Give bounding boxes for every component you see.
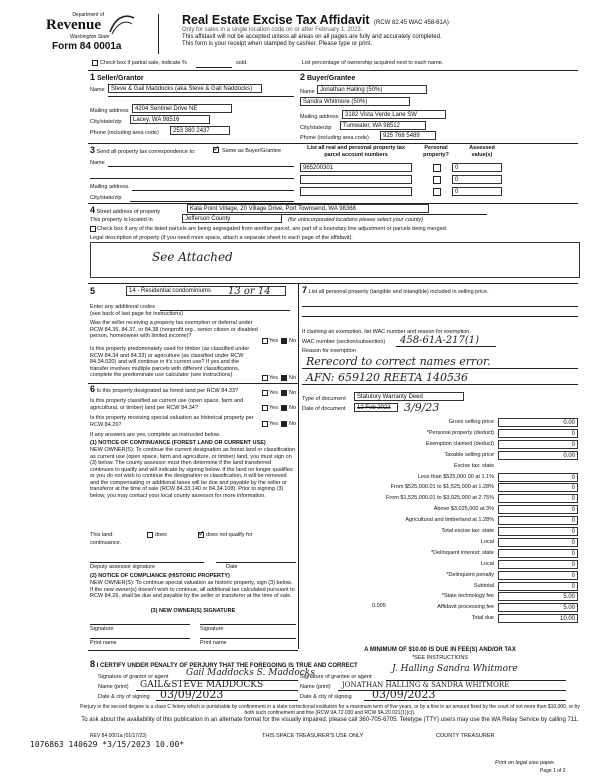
seller-city-label: City/state/zip bbox=[90, 119, 122, 125]
owner-sig-1-label: Signature bbox=[90, 626, 114, 632]
section2-num: 2 bbox=[300, 72, 306, 82]
title-ref: (RCW 82.45 WAC 458-61A) bbox=[374, 20, 449, 26]
buyer-phone-field[interactable]: 925 768 5489 bbox=[380, 131, 436, 140]
parcel-heading: List all real and personal property tax parcel account numbers bbox=[307, 145, 405, 158]
seller-name-field[interactable]: Steve & Gail Maddocks (aka Steve & Gail Naddocks) bbox=[108, 84, 262, 93]
tax-row-label: *State technology fee bbox=[441, 593, 494, 600]
list-percentage-note: List percentage of ownership acquired next to each name. bbox=[302, 60, 444, 66]
buyer-name-field-2[interactable]: Sandra Whitmore (50%) bbox=[300, 97, 410, 106]
form-number: Form 84 0001a bbox=[52, 41, 122, 52]
tax-row-value[interactable]: 0 bbox=[498, 560, 578, 569]
section5-num: 5 bbox=[90, 286, 96, 296]
assessed-field-3[interactable]: 0 bbox=[452, 187, 502, 196]
see-instructions-note: *SEE INSTRUCTIONS bbox=[412, 655, 468, 661]
same-as-buyer-label: Same as Buyer/Grantee bbox=[222, 148, 282, 154]
segregated-checkbox[interactable] bbox=[90, 226, 96, 232]
grantee-name-print: JONATHAN HALLING & SANDRA WHITMORE bbox=[342, 681, 510, 689]
partial-sale-label: Check box if partial sale, indicate % bbox=[100, 60, 187, 66]
tax-row-label: Exemption claimed (deduct) bbox=[425, 440, 494, 447]
tax-row-value[interactable]: 0 bbox=[498, 582, 578, 591]
tax-row-value[interactable]: 5.00 bbox=[498, 592, 578, 601]
continuance-label: continuance. bbox=[90, 540, 122, 546]
owner-print-2-label: Print name bbox=[200, 640, 227, 646]
notice1-text: NEW OWNER(S): To continue the current designation as forest land or classification as current use (open space, farm and agriculture, or timber) land, you must sign on (3) below. The county assessor must then determine if the land transferred continues to qualify and will indicate by signing below. If the land no longer qualifies or you do not wish to continue the designation or classification, it will be removed and the compensating or additional taxes will be due and payable by the seller or transferor at the time of sale (RCW 84.33.140 or 84.34.108). Prior to signing (3) below, you may contact your local county assessor for more information. bbox=[90, 447, 296, 499]
parcel-field-1[interactable]: 965200301 bbox=[300, 163, 412, 172]
s6-q1-yes-checkbox[interactable] bbox=[262, 390, 268, 396]
sold-label: sold. bbox=[236, 60, 248, 66]
recording-stamp: 1076863 140629 *3/15/2023 10.00* bbox=[30, 740, 185, 749]
tax-row-value[interactable]: 0 bbox=[498, 429, 578, 438]
q2-yes-label: Yes bbox=[269, 375, 278, 381]
tax-row-value[interactable]: 0.00 bbox=[498, 451, 578, 460]
grantor-date: 03/09/2023 bbox=[160, 688, 224, 701]
notice2-title: (2) NOTICE OF COMPLIANCE (HISTORIC PROPERTY) bbox=[90, 573, 230, 579]
buyer-name-label: Name bbox=[300, 89, 315, 95]
tax-row-value[interactable]: 0 bbox=[498, 473, 578, 482]
personal-checkbox-1[interactable] bbox=[433, 164, 441, 172]
q1-no-checkbox[interactable] bbox=[281, 338, 287, 344]
tax-row-label: Above $3,025,000 at 3% bbox=[433, 506, 494, 513]
section2-heading bbox=[300, 73, 355, 83]
section1-title: Seller/Grantor bbox=[96, 75, 144, 82]
revenue-wordmark: Revenue bbox=[46, 17, 101, 33]
s6-q1-no-label: No bbox=[289, 390, 297, 396]
q1-no-label: No bbox=[289, 338, 297, 344]
this-land-label: This land: bbox=[90, 532, 114, 538]
section2-title: Buyer/Grantee bbox=[306, 75, 356, 82]
s6-q2-yes-checkbox[interactable] bbox=[262, 405, 268, 411]
tax-row-label: Total excise tax: state bbox=[441, 528, 494, 534]
q2-yes-checkbox[interactable] bbox=[262, 375, 268, 381]
seller-address-field[interactable]: 4204 Sentinel Drive NE bbox=[132, 104, 232, 113]
state-line: Washington State bbox=[70, 34, 110, 40]
tax-row-label: Total due bbox=[471, 615, 494, 622]
street-address-field[interactable]: Kala Point Village, 20 Village Drive, Port Townsend, WA 98368 bbox=[187, 204, 429, 213]
section5-q2: Is this property predominately used for timber (as classified under RCW 84.34 and 84.33) or agriculture (as classified under RCW 84.34.020) and will continue in it's current use? If yes and the transfer involves multiple parcels with different classifications, complete the predominate use calculator (see instructions) bbox=[90, 346, 250, 378]
notice2-text: NEW OWNER(S): To continue special valuation as historic property, sign (3) below. If the new owner(s) doesn't wish to continue, all additional tax calculated pursuant to RCW 84.26, shall be due and payable by the seller or transferor at the time of sale. bbox=[90, 580, 295, 599]
does-checkbox[interactable] bbox=[147, 532, 153, 538]
personal-heading: Personal property? bbox=[423, 145, 449, 158]
assessed-field-1[interactable]: 0 bbox=[452, 163, 502, 172]
doc-type-label: Type of document bbox=[302, 396, 346, 402]
legal-description-handwritten: See Attached bbox=[152, 250, 233, 264]
segregated-label: Check box if any of the listed parcels are being segregated from another parcel, are part of a boundary line adjustment or parcels being merged. bbox=[97, 226, 448, 232]
revenue-logo bbox=[24, 12, 144, 54]
tax-row-label: Local bbox=[480, 538, 494, 545]
seller-phone-label: Phone (including area code) bbox=[90, 130, 159, 136]
located-label: This property is located in bbox=[90, 217, 153, 223]
buyer-city-field[interactable]: Tumwater, WA 98512 bbox=[340, 121, 426, 130]
buyer-address-field[interactable]: 3182 Vista Verde Lane SW bbox=[342, 110, 446, 119]
legal-paper-note: Print on legal size paper. bbox=[495, 760, 556, 766]
street-label-text: Street address of property bbox=[96, 209, 161, 215]
tax-row-value[interactable]: 0.00 bbox=[498, 418, 578, 427]
title-text: Real Estate Excise Tax Affidavit bbox=[182, 13, 370, 27]
parcel-field-3[interactable] bbox=[300, 187, 412, 196]
grantor-signature: Gail Maddocks S. Maddocks bbox=[186, 668, 315, 678]
s6-q3-yes-checkbox[interactable] bbox=[262, 421, 268, 427]
tax-row-label: *Delinquent penalty bbox=[446, 571, 494, 578]
tax-row-value[interactable]: 0 bbox=[498, 571, 578, 580]
doc-date-field[interactable]: 12 Feb 2023 bbox=[354, 403, 398, 412]
tax-row-value[interactable]: 0 bbox=[498, 483, 578, 492]
section7-num: 7 bbox=[302, 285, 308, 295]
county-select[interactable]: Jefferson County bbox=[182, 214, 282, 223]
grantee-name-label: Name (print) bbox=[300, 684, 331, 690]
reason-label: Reason for exemption bbox=[302, 348, 356, 354]
assessed-heading: Assessed value(s) bbox=[469, 145, 495, 158]
reason-handwritten-2: AFN: 659120 REETA 140536 bbox=[306, 371, 469, 384]
use-code-handwritten: 13 or 14 bbox=[228, 286, 271, 297]
tax-row-label: *Delinquent interest: state bbox=[431, 549, 494, 556]
page-number: Page 1 of 2 bbox=[540, 768, 566, 774]
seller-name-label: Name bbox=[90, 87, 105, 93]
personal-checkbox-2[interactable] bbox=[433, 176, 441, 184]
section3-city-label: City/state/zip bbox=[90, 195, 122, 201]
section3-text: Send all property tax correspondence to: bbox=[96, 149, 196, 155]
section6-q1-line bbox=[90, 386, 260, 395]
q2-no-checkbox[interactable] bbox=[281, 375, 287, 381]
s6-q2-no-label: No bbox=[289, 405, 297, 411]
grantor-date-label: Date & city of signing bbox=[98, 694, 150, 700]
tax-row-label: From $525,000.01 to $1,525,000 at 1.28% bbox=[390, 484, 494, 491]
tax-row-value[interactable]: 0 bbox=[498, 505, 578, 514]
section3-name-label: Name bbox=[90, 160, 105, 166]
does-not-checkmark-icon: ✓ bbox=[198, 529, 205, 538]
grantee-signature: J. Halling Sandra Whitmore bbox=[392, 664, 518, 674]
grantor-name-label: Name (print) bbox=[98, 684, 129, 690]
seller-city-field[interactable]: Lacey, WA 98516 bbox=[130, 115, 210, 124]
minimum-due-note: A MINIMUM OF $10.00 IS DUE IN FEE(S) AND/OR TAX bbox=[364, 647, 516, 653]
perjury-notice: Perjury in the second degree is a class C felony which is punishable by confinement in a state correctional institution for a maximum term of five years, or by a fine in an amount fixed by the court of not more than $10,000, or by both such confinement and fine (RCW 9A.72.030 and RCW 9A.20.021(1)(c)). bbox=[80, 704, 580, 716]
section1-heading bbox=[90, 73, 144, 83]
section6-num: 6 bbox=[90, 384, 96, 394]
notice1-title: (1) NOTICE OF CONTINUANCE (FOREST LAND OR CURRENT USE) bbox=[90, 440, 266, 446]
see-back-label: (see back of last page for instructions) bbox=[90, 311, 183, 317]
washington-flourish-icon bbox=[108, 12, 136, 36]
checkmark-icon: ✓ bbox=[213, 144, 220, 153]
does-label: does bbox=[155, 532, 167, 538]
unincorporated-note: (for unincorporated locations please select your county) bbox=[288, 217, 424, 223]
accessibility-notice: To ask about the availability of this publication in an alternate format for the visually impaired, please call 360-705-6705. Teletype (TTY) users may use the WA Relay Service by calling 711. bbox=[81, 717, 579, 723]
s6-q3-no-checkbox[interactable] bbox=[281, 421, 287, 427]
wac-label: WAC number (section/subsection) bbox=[302, 339, 386, 345]
tax-row-label: Subtotal bbox=[473, 582, 494, 589]
owner-print-1-label: Print name bbox=[90, 640, 117, 646]
doc-type-field[interactable]: Statutory Warranty Deed bbox=[354, 392, 464, 401]
exemption-label: If claiming an exemption, list WAC number and reason for exemption. bbox=[302, 329, 471, 335]
deputy-date-label: Date bbox=[226, 564, 238, 570]
section3-address-label: Mailing address bbox=[90, 184, 129, 190]
deputy-sig-label: Deputy assessor signature bbox=[90, 564, 156, 570]
section6-q3: Is this property receiving special valuation as historical property per RCW 84.26? bbox=[90, 415, 254, 428]
grantee-date: 03/09/2023 bbox=[372, 688, 436, 701]
subtitle-2: This affidavit will not be accepted unless all areas on all pages are fully and accurately completed. bbox=[182, 34, 442, 40]
subtitle-1: Only for sales in a single location code on or after February 1, 2023. bbox=[182, 27, 363, 33]
buyer-city-label: City/state/zip bbox=[300, 125, 332, 131]
q1-yes-checkbox[interactable] bbox=[262, 338, 268, 344]
local-rate: 0.005 bbox=[372, 603, 386, 609]
q2-no-label: No bbox=[289, 375, 297, 381]
tax-row-label: Less than $525,000.00 at 1.1% bbox=[417, 473, 494, 480]
section5-q1: Was the seller receiving a property tax exemption or deferral under RCW 84.36, 84.37, or 84.38 (nonprofit org., senior citizen or disabled person, homeowner with limited income)? bbox=[90, 320, 258, 339]
section8-certify: I CERTIFY UNDER PENALTY OF PERJURY THAT THE FOREGOING IS TRUE AND CORRECT bbox=[96, 663, 358, 669]
legal-description-label: Legal description of property (if you need more space, attach a separate sheet to each page of the affidavit). bbox=[90, 235, 353, 241]
section8-num: 8 bbox=[90, 659, 96, 669]
tax-row-value[interactable]: 0 bbox=[498, 516, 578, 525]
subtitle-3: This form is your receipt when stamped by cashier. Please type or print. bbox=[182, 41, 373, 47]
tax-row-value[interactable]: 0 bbox=[498, 527, 578, 536]
use-code-select[interactable]: 14 - Residential condominiums bbox=[126, 286, 286, 296]
s6-q2-no-checkbox[interactable] bbox=[281, 405, 287, 411]
additional-codes-label: Enter any additional codes bbox=[90, 304, 155, 310]
section7-text: List all personal property (tangible and intangible) included in selling price. bbox=[308, 289, 489, 295]
s6-q1-no-checkbox[interactable] bbox=[281, 390, 287, 396]
owner-sig-2-label: Signature bbox=[200, 626, 224, 632]
seller-phone-field[interactable]: 253 380 2437 bbox=[170, 126, 230, 135]
doc-date-label: Date of document bbox=[302, 406, 346, 412]
new-owner-sig-heading: (3) NEW OWNER(S) SIGNATURE bbox=[150, 608, 236, 614]
tax-row-label: Local bbox=[480, 560, 494, 567]
grantor-sig-label: Signature of grantor or agent bbox=[98, 674, 169, 680]
tax-row-value[interactable]: 0 bbox=[498, 494, 578, 503]
s6-q3-yes-label: Yes bbox=[269, 421, 278, 427]
tax-row-value[interactable]: 0 bbox=[498, 440, 578, 449]
assessed-field-2[interactable]: 0 bbox=[452, 175, 502, 184]
tax-row-value[interactable]: 5.00 bbox=[498, 603, 578, 612]
personal-checkbox-3[interactable] bbox=[433, 188, 441, 196]
section4-num: 4 bbox=[90, 205, 96, 215]
reason-handwritten-1: Rerecord to correct names error. bbox=[306, 355, 491, 368]
tax-row-label: Taxable selling price bbox=[444, 451, 494, 458]
partial-sale-checkbox[interactable] bbox=[92, 60, 98, 66]
buyer-name-field-1[interactable]: Jonathan Halling (50%) bbox=[317, 85, 427, 94]
section6-q2: Is this property classified as current use (open space, farm and agricultural, or timber) land per RCW 84.34? bbox=[90, 398, 244, 411]
section7-line bbox=[302, 287, 502, 296]
buyer-address-label: Mailing address bbox=[300, 114, 339, 120]
rev-code: REV 84 0001a (01/17/23) bbox=[90, 733, 147, 739]
county-treasurer: COUNTY TREASURER bbox=[436, 733, 495, 739]
tax-row-value[interactable]: 0 bbox=[498, 549, 578, 558]
section4-street-label bbox=[90, 207, 160, 216]
tax-row-label: Agricultural and timberland at 1.28% bbox=[405, 517, 494, 524]
does-not-label: does not qualify for bbox=[206, 532, 253, 538]
parcel-field-2[interactable] bbox=[300, 175, 412, 184]
seller-address-label: Mailing address bbox=[90, 108, 129, 114]
section1-num: 1 bbox=[90, 72, 96, 82]
tax-row-value[interactable]: 0 bbox=[498, 538, 578, 547]
buyer-phone-label: Phone (including area code) bbox=[300, 135, 369, 141]
grantor-name-print: GAIL&STEVE MADDOCKS bbox=[140, 680, 264, 690]
tax-row-value[interactable]: 10.00 bbox=[498, 614, 578, 623]
doc-date-handwritten: 3/9/23 bbox=[404, 401, 440, 414]
s6-q2-yes-label: Yes bbox=[269, 405, 278, 411]
section3-line bbox=[90, 147, 196, 156]
section3-num: 3 bbox=[90, 145, 96, 155]
tax-row-label: From $1,525,000.01 to $3,025,000 at 2.75% bbox=[386, 495, 494, 502]
tax-row-label: *Personal property (deduct) bbox=[426, 429, 494, 436]
section6-note: If any answers are yes, complete as instructed below. bbox=[90, 432, 221, 438]
wac-handwritten: 458-61A-217(1) bbox=[400, 335, 480, 346]
tax-row-label: Gross selling price bbox=[448, 419, 494, 425]
section6-q1: Is this property designated as forest land per RCW 84.33? bbox=[96, 388, 239, 394]
grantee-date-label: Date & city of signing bbox=[300, 694, 352, 700]
grantee-sig-label: Signature of grantee or agent bbox=[300, 674, 372, 680]
s6-q3-no-label: No bbox=[289, 421, 297, 427]
q1-yes-label: Yes bbox=[269, 338, 278, 344]
treasurer-only: THIS SPACE TREASURER'S USE ONLY bbox=[262, 733, 364, 739]
dept-line: Department of bbox=[72, 12, 104, 18]
s6-q1-yes-label: Yes bbox=[269, 390, 278, 396]
tax-row-label: Excise tax: state bbox=[453, 462, 494, 469]
tax-row-label: Affidavit processing fee bbox=[437, 604, 494, 611]
